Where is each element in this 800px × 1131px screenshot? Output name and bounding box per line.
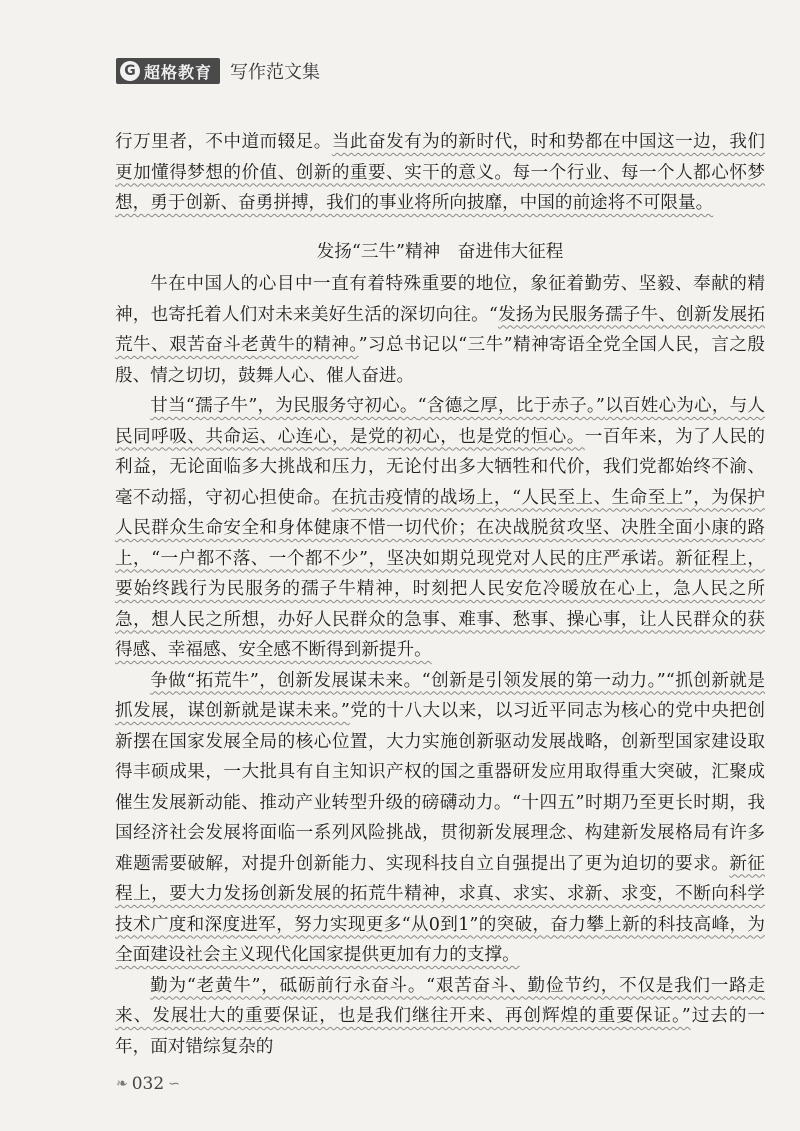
intro-s1: 行万里者，不中道而辍足。 xyxy=(115,132,332,152)
ornament-right-icon: ∽ xyxy=(168,1076,180,1092)
p3-b: “创新是引领发展的第一动力。”“抓创新就是抓发展，谋创新就是谋未来。” xyxy=(115,670,765,721)
p1-c: ”习总书记以“三牛”精神寄语全党全国人民，言之殷殷、情之切切，鼓舞人心、催人奋进。 xyxy=(115,335,765,386)
ornament-left-icon: ❧ xyxy=(116,1076,128,1092)
p4-b: “艰苦奋斗、勤俭节约，不仅是我们一路走来、发展壮大的重要保证，也是我们继往开来、再创辉煌的重要保证。” xyxy=(115,975,765,1026)
p1-b: 发扬为民服务孺子牛、创新发展拓荒牛、艰苦奋斗老黄牛的精神。 xyxy=(115,304,765,355)
p2-f: 新征程上，要始终践行为民服务的孺子牛精神，时刻把人民安危冷暖放在心上，急人民之所急，想人民之所想，办好人民群众的急事、难事、愁事、操心事，让人民群众的获得感、幸福感、安全感不断得到新提升。 xyxy=(115,548,765,660)
p1-a: 牛在中国人的心目中一直有着特殊重要的地位，象征着勤劳、坚毅、奉献的精神，也寄托着人们对未来美好生活的深切向往。“ xyxy=(115,274,765,325)
essay-paragraph-4 xyxy=(115,971,765,1063)
p4-a: 勤为“老黄牛”，砥砺前行永奋斗。 xyxy=(150,975,427,996)
p2-c: 以百姓心为心，与人民同呼吸、共命运、心连心，是党的初心，也是党的恒心。 xyxy=(115,396,765,447)
p2-e: 在抗击疫情的战场上，“人民至上、生命至上”，为保护人民群众生命安全和身体健康不惜一切代价；在决战脱贫攻坚、决胜全面小康的路上，“一户都不落、一个都不少”，坚决如期兑现党对人民的庄严承诺。 xyxy=(115,487,765,569)
series-title: 写作范文集 xyxy=(230,62,321,83)
essay-paragraph-3 xyxy=(115,666,765,971)
page-content xyxy=(115,127,765,1062)
brand-name: 超格教育 xyxy=(144,62,213,82)
p2-b: “含德之厚，比于赤子。” xyxy=(417,396,605,416)
intro-s2: 当此奋发有为的新时代，时和势都在中国这一边，我们更加懂得梦想的价值、创新的重要、实干的意义。 xyxy=(115,132,765,183)
essay-title: 发扬“三牛”精神 奋进伟大征程 xyxy=(316,241,564,262)
p3-a: 争做“拓荒牛”，创新发展谋未来。 xyxy=(150,670,422,691)
p4-c: 过去的一年，面对错综复杂的 xyxy=(115,1006,765,1057)
intro-s3: 每一个行业、每一个人都心怀梦想，勇于创新、奋勇拼搏，我们的事业将所向披靡，中国的前途将不可限量。 xyxy=(115,162,765,213)
intro-paragraph xyxy=(115,127,765,219)
page-number: 032 xyxy=(131,1074,165,1094)
logo-g-icon: G xyxy=(120,61,140,81)
p2-a: 甘当“孺子牛”，为民服务守初心。 xyxy=(150,396,418,416)
page-footer xyxy=(116,1074,180,1094)
essay-paragraph-2 xyxy=(115,391,765,666)
p3-c: 党的十八大以来，以习近平同志为核心的党中央把创新摆在国家发展全局的核心位置，大力实施创新驱动发展战略，创新型国家建设取得丰硕成果，一大批具有自主知识产权的国之重器研发应用取得重大突破，汇聚成催生发展新动能、推动产业转型升级的磅礴动力。“十四五”时期乃至更长时期，我国经济社会发展将面临一系列风险挑战，贯彻新发展理念、构建新发展格局有许多难题需要破解，对提升创新能力、实现科技自立自强提出了更为迫切的要求。 xyxy=(115,701,765,874)
page-header xyxy=(116,58,320,84)
p2-d: 一百年来，为了人民的利益，无论面临多大挑战和压力，无论付出多大牺牲和代价，我们党都始终不渝、毫不动摇，守初心担使命。 xyxy=(115,426,765,508)
essay-paragraph-1 xyxy=(115,269,765,391)
p3-d: 新征程上，要大力发扬创新发展的拓荒牛精神，求真、求实、求新、求变，不断向科学技术广度和深度进军，努力实现更多“从0到1”的突破，奋力攀上新的科技高峰，为全面建设社会主义现代化国家提供更加有力的支撑。 xyxy=(115,853,765,965)
brand-logo xyxy=(116,58,220,84)
